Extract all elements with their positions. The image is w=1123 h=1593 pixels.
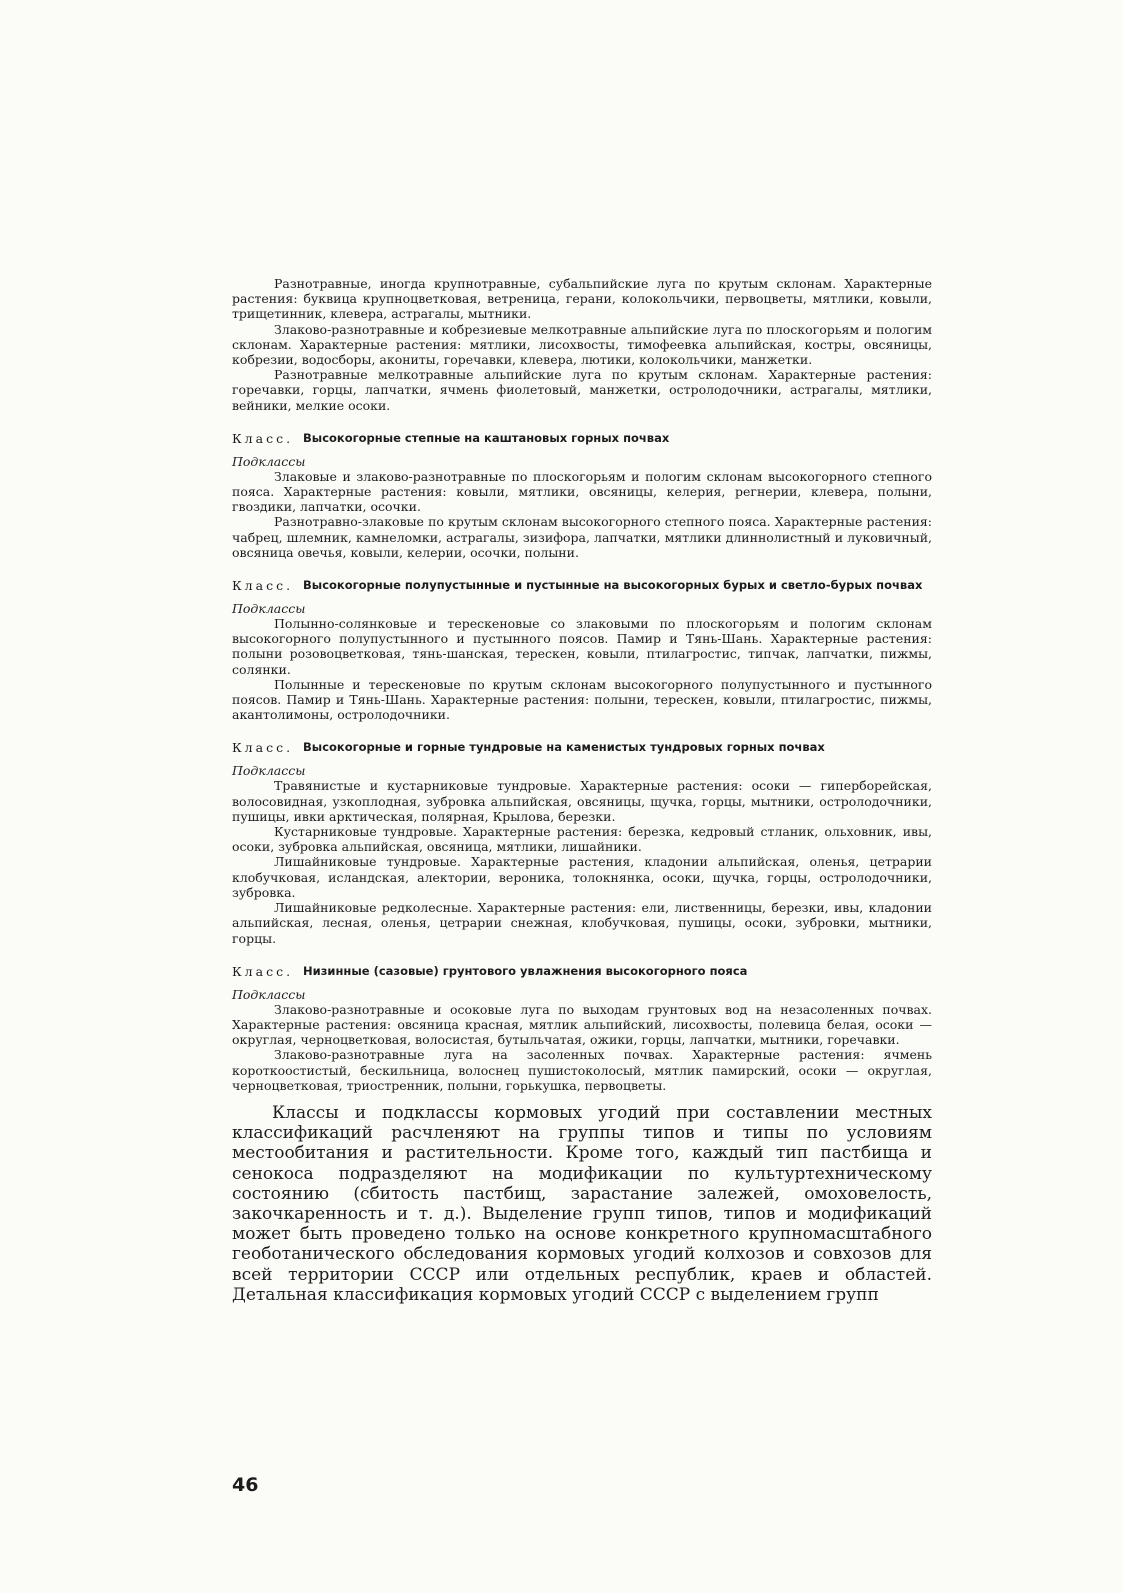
class-title: Высокогорные степные на каштановых горных почвах: [303, 430, 670, 445]
subclass-heading: Подклассы: [232, 986, 306, 1002]
main-text: Классы и подклассы кормовых угодий при составлении местных классификаций расчленяют на группы типов и типы по условиям местообитания и растительности. Кроме того, каждый тип пастбища и сенокоса подразделяют на модификации по культуртехническому состоянию (сбитость пастбищ, зарастание залежей, омоховелость, закочкаренность и т. д.). Выделение групп типов, типов и модификаций может быть проведено только на основе конкретного крупномасштабного геоботанического обследования кормовых угодий колхозов и совхозов для всей территории СССР или отдельных республик, краев и областей. Детальная классификация кормовых угодий СССР с выделением групп: [232, 1102, 932, 1305]
paragraph: Злаково-разнотравные и осоковые луга по выходам грунтовых вод на незасоленных почвах. Характерные растения: овсяница красная, мятлик альпийский, лисохвосты, полевица белая, осоки — округлая, черноцветковая, волосистая, бутыльчатая, ожики, горцы, лапчатки, мытники, горечавки.: [232, 1001, 932, 1048]
class-heading: [232, 578, 932, 593]
paragraph: Полынные и терескеновые по крутым склонам высокогорного полупустынного и пустынного поясов. Памир и Тянь-Шань. Характерные растения: полыни, терескен, ковыли, птилагростис, пижмы, акантолимоны, остролодочники.: [232, 676, 932, 723]
class-keyword: Класс.: [232, 578, 294, 594]
subclass-heading: Подклассы: [232, 763, 306, 779]
class-title: Высокогорные полупустынные и пустынные на высокогорных бурых и светло-бурых почвах: [303, 578, 923, 593]
subclass-heading: Подклассы: [232, 601, 306, 617]
class-heading: [232, 740, 932, 755]
paragraph: Травянистые и кустарниковые тундровые. Характерные растения: осоки — гиперборейская, волосовидная, узкоплодная, зубровка альпийская, овсяницы, щучка, горцы, мытники, остролодочники, пушицы, ивки арктическая, полярная, Крылова, березки.: [232, 778, 932, 824]
paragraph: Злаковые и злаково-разнотравные по плоскогорьям и пологим склонам высокогорного степного пояса. Характерные растения: ковыли, мятлики, овсяницы, келерия, регнерии, клевера, полыни, гвоздики, лапчатки, осочки.: [232, 468, 932, 515]
class-title: Высокогорные и горные тундровые на каменистых тундровых горных почвах: [303, 740, 825, 755]
page-number: 46: [232, 1474, 259, 1496]
paragraph: Разнотравные мелкотравные альпийские луга по крутым склонам. Характерные растения: горечавки, горцы, лапчатки, ячмень фиолетовый, манжетки, остролодочники, астрагалы, мятлики, вейники, мелкие осоки.: [232, 367, 932, 413]
paragraph: Полынно-солянковые и терескеновые со злаковыми по плоскогорьям и пологим склонам высокогорного полупустынного и пустынного поясов. Памир и Тянь-Шань. Характерные растения: полыни розовоцветковая, тянь-шанская, терескен, ковыли, птилагростис, типчак, лапчатки, пижмы, солянки.: [232, 616, 932, 677]
paragraph: Злаково-разнотравные и кобрезиевые мелкотравные альпийские луга по плоскогорьям и пологим склонам. Характерные растения: мятлики, лисохвосты, тимофеевка альпийская, костры, овсяницы, кобрезии, водосборы, акониты, горечавки, клевера, лютики, колокольчики, манжетки.: [232, 321, 932, 368]
paragraph: Разнотравные, иногда крупнотравные, субальпийские луга по крутым склонам. Характерные растения: буквица крупноцветковая, ветреница, герани, колокольчики, первоцветы, мятлики, ковыли, трищетинник, клевера, астрагалы, мытники.: [232, 276, 932, 322]
page-body: [232, 276, 932, 1305]
class-keyword: Класс.: [232, 430, 294, 446]
paragraph: Лишайниковые тундровые. Характерные растения, кладонии альпийская, оленья, цетрарии клобучковая, исландская, алектории, вероника, толокнянка, осоки, щучка, горцы, остролодочники, зубровка.: [232, 854, 932, 900]
class-keyword: Класс.: [232, 740, 294, 756]
class-title: Низинные (сазовые) грунтового увлажнения высокогорного пояса: [303, 963, 748, 978]
class-heading: [232, 964, 932, 979]
class-heading: [232, 431, 932, 446]
paragraph: Разнотравно-злаковые по крутым склонам высокогорного степного пояса. Характерные растения: чабрец, шлемник, камнеломки, астрагалы, зизифора, лапчатки, мятлики длиннолистный и луковичный, овсяница овечья, ковыли, келерии, осочки, полыни.: [232, 514, 932, 560]
paragraph: Злаково-разнотравные луга на засоленных почвах. Характерные растения: ячмень короткоостистый, бескильница, волоснец пушистоколосый, мятлик памирский, осоки — округлая, черноцветковая, триостренник, полыни, горькушка, первоцветы.: [232, 1047, 932, 1093]
paragraph: Лишайниковые редколесные. Характерные растения: ели, лиственницы, березки, ивы, кладонии альпийская, лесная, оленья, цетрарии снежная, клобучковая, пушицы, осоки, зубровки, мытники, горцы.: [232, 900, 932, 946]
subclass-heading: Подклассы: [232, 453, 306, 469]
class-keyword: Класс.: [232, 963, 294, 979]
paragraph: Кустарниковые тундровые. Характерные растения: березка, кедровый стланик, ольховник, ивы, осоки, зубровка альпийская, овсяница, мятлики, лишайники.: [232, 824, 932, 855]
